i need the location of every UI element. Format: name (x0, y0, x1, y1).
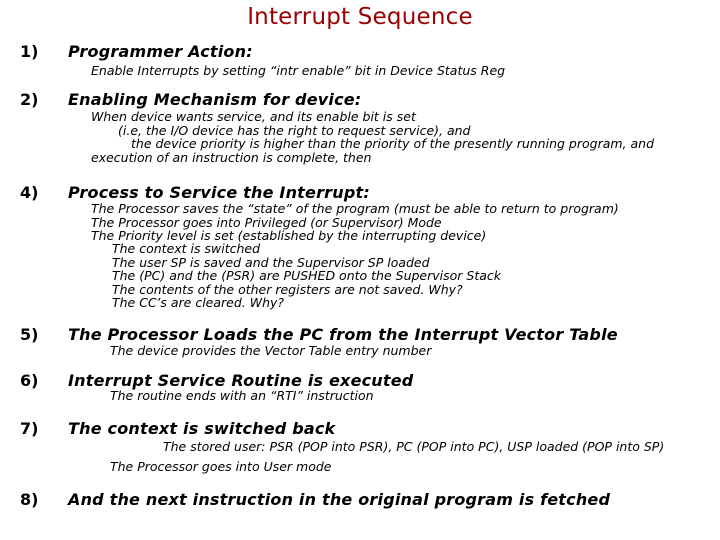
item-heading: And the next instruction in the original program is fetched (68, 490, 611, 509)
item-detail-line: The (PC) and the (PSR) are PUSHED onto the Supervisor Stack (112, 268, 502, 283)
item-detail-line: The device provides the Vector Table entry number (110, 343, 432, 358)
item-detail-line: The user SP is saved and the Supervisor SP loaded (112, 255, 430, 270)
item-detail-line: Enable Interrupts by setting “intr enable” bit in Device Status Reg (91, 63, 506, 78)
item-heading: Interrupt Service Routine is executed (68, 371, 414, 390)
item-number: 7) (20, 419, 39, 438)
item-detail-line: The routine ends with an “RTI” instruction (110, 388, 374, 403)
item-detail-line: The CC’s are cleared. Why? (112, 295, 285, 310)
item-heading: Process to Service the Interrupt: (68, 183, 370, 202)
item-heading: The context is switched back (68, 419, 336, 438)
item-detail-line: The context is switched (112, 241, 261, 256)
item-number: 2) (20, 90, 39, 109)
item-number: 6) (20, 371, 39, 390)
item-detail-line: The contents of the other registers are not saved. Why? (112, 282, 463, 297)
item-detail-line: execution of an instruction is complete, then (91, 150, 372, 165)
item-detail-line: The Processor goes into Privileged (or Supervisor) Mode (91, 215, 442, 230)
item-heading: Enabling Mechanism for device: (68, 90, 362, 109)
item-heading: Programmer Action: (68, 42, 253, 61)
item-detail-line: The Priority level is set (established by the interrupting device) (91, 228, 487, 243)
item-detail-line: When device wants service, and its enable bit is set (91, 109, 416, 124)
item-detail-line: The Processor goes into User mode (110, 459, 332, 474)
item-number: 5) (20, 325, 39, 344)
item-number: 8) (20, 490, 39, 509)
slide-title: Interrupt Sequence (247, 4, 473, 30)
item-detail-line: (i.e, the I/O device has the right to request service), and (118, 123, 471, 138)
item-heading: The Processor Loads the PC from the Interrupt Vector Table (68, 325, 618, 344)
item-detail-line: The Processor saves the “state” of the program (must be able to return to program) (91, 201, 619, 216)
item-number: 4) (20, 183, 39, 202)
item-detail-line: the device priority is higher than the priority of the presently running program, and (131, 136, 655, 151)
item-detail-line: The stored user: PSR (POP into PSR), PC (POP into PC), USP loaded (POP into SP) (163, 439, 665, 454)
item-number: 1) (20, 42, 39, 61)
